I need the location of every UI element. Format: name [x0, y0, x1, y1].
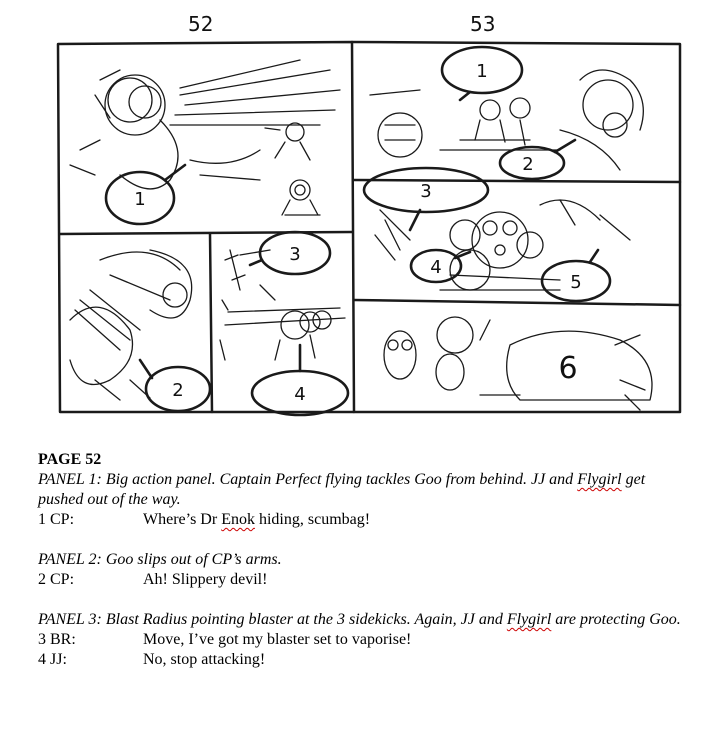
script-text [38, 450, 688, 670]
dialogue-line-2 [38, 570, 688, 590]
dialogue-part2: hiding, scumbag! [254, 511, 371, 528]
panel3-desc-part1: PANEL 3: Blast Radius pointing blaster at the 3 sidekicks. Again, JJ and [38, 611, 507, 628]
speaker-label: 4 JJ: [38, 651, 67, 668]
balloon-53-2 [500, 140, 575, 179]
panel1-desc-part2: get pushed out of the way. [38, 471, 646, 508]
panel3-description [38, 610, 688, 630]
speaker-label: 2 CP: [38, 571, 75, 588]
balloon-number-52-2: 2 [172, 380, 184, 401]
dialogue-text [143, 510, 370, 530]
dialogue-text: Ah! Slippery devil! [143, 571, 268, 588]
enok-word: Enok [221, 511, 255, 528]
page-number-53: 53 [470, 12, 496, 36]
speech-balloons [106, 47, 610, 415]
balloon-number-53-6: 6 [558, 351, 578, 386]
page53-panel1-sketch [370, 70, 643, 170]
page53-panel3-sketch [384, 317, 652, 410]
balloon-number-52-4: 4 [294, 384, 306, 405]
dialogue-text: No, stop attacking! [143, 651, 266, 668]
balloon-number-53-3: 3 [420, 181, 432, 202]
panel1-desc-part1: PANEL 1: Big action panel. Captain Perfect flying tackles Goo from behind. JJ and [38, 471, 578, 488]
dialogue-line-3 [38, 630, 688, 650]
page53-panel2-sketch [375, 200, 630, 290]
panel1-sketch [70, 60, 340, 215]
balloon-number-52-3: 3 [289, 244, 301, 265]
panel2-description: PANEL 2: Goo slips out of CP’s arms. [38, 551, 282, 568]
dialogue-text: Move, I’ve got my blaster set to vaporise! [143, 631, 412, 648]
dialogue-line-1 [38, 510, 688, 530]
flygirl-word: Flygirl [506, 611, 552, 628]
panel3-sketch [220, 250, 345, 360]
panel3-desc-part2: are protecting Goo. [551, 611, 681, 628]
balloon-number-53-4: 4 [430, 257, 442, 278]
page-heading: PAGE 52 [38, 451, 102, 468]
dialogue-part1: Where’s Dr [143, 511, 222, 528]
balloon-number-52-1: 1 [134, 189, 146, 210]
panel1-description [38, 470, 688, 510]
balloon-number-53-2: 2 [522, 154, 534, 175]
flygirl-word: Flygirl [577, 471, 622, 488]
dialogue-line-4 [38, 650, 688, 670]
panel2-sketch [70, 250, 192, 400]
balloon-number-53-1: 1 [476, 61, 488, 82]
balloon-number-53-5: 5 [570, 272, 582, 293]
page-number-52: 52 [188, 12, 214, 36]
speaker-label: 3 BR: [38, 631, 76, 648]
speaker-label: 1 CP: [38, 511, 75, 528]
